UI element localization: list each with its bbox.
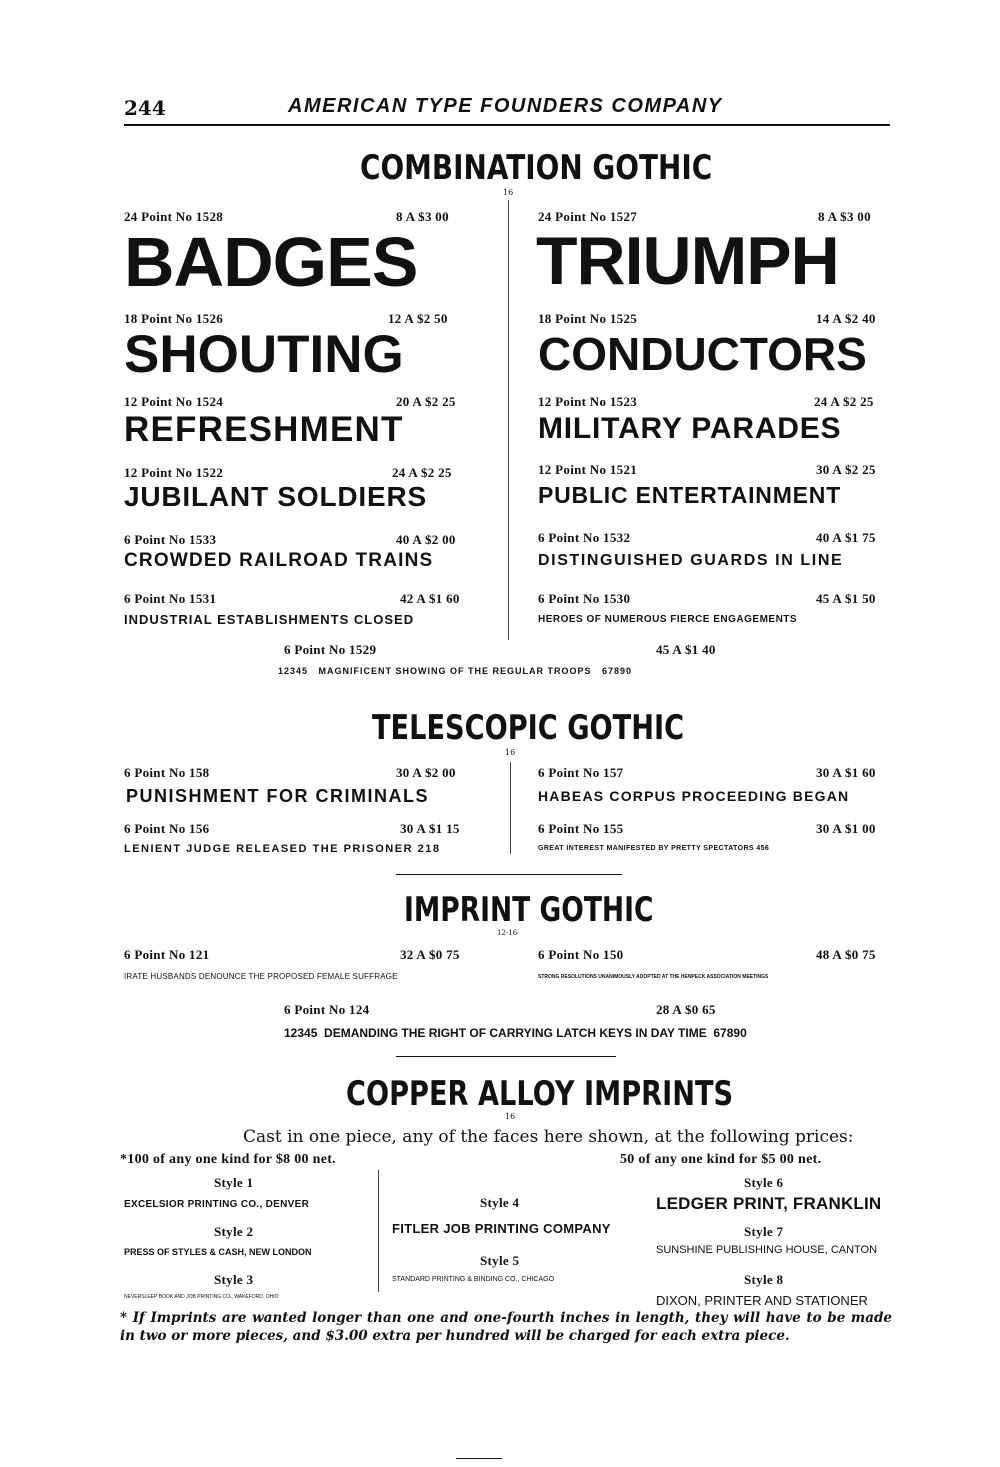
imprint-sample: FITLER JOB PRINTING COMPANY bbox=[392, 1221, 611, 1236]
type-sample: TRIUMPH bbox=[536, 223, 839, 299]
type-sample: INDUSTRIAL ESTABLISHMENTS CLOSED bbox=[124, 612, 415, 627]
pricing-intro: Cast in one piece, any of the faces here shown, at the following prices: bbox=[243, 1127, 854, 1147]
spec-point: 12 Point No 1521 bbox=[538, 462, 638, 477]
column-divider bbox=[378, 1170, 379, 1292]
style-label: Style 8 bbox=[744, 1272, 784, 1287]
type-sample: PUNISHMENT FOR CRIMINALS bbox=[126, 786, 429, 806]
header-rule bbox=[124, 124, 890, 126]
type-sample: 12345 DEMANDING THE RIGHT OF CARRYING LATCH KEYS IN DAY TIME 67890 bbox=[284, 1026, 747, 1040]
imprint-sample: DIXON, PRINTER AND STATIONER bbox=[656, 1293, 868, 1308]
spec-point: 6 Point No 124 bbox=[284, 1002, 370, 1017]
section-title-combination: COMBINATION GOTHIC bbox=[360, 148, 713, 188]
style-label: Style 3 bbox=[214, 1272, 254, 1287]
spec-price: 20 A $2 25 bbox=[396, 394, 456, 409]
type-sample: 12345 MAGNIFICENT SHOWING OF THE REGULAR TROOPS 67890 bbox=[278, 666, 633, 676]
type-sample: DISTINGUISHED GUARDS IN LINE bbox=[538, 552, 844, 569]
spec-point: 6 Point No 1529 bbox=[284, 642, 377, 657]
spec-point: 18 Point No 1526 bbox=[124, 311, 224, 326]
style-label: Style 6 bbox=[744, 1175, 784, 1190]
spec-price: 14 A $2 40 bbox=[816, 311, 876, 326]
spec-point: 6 Point No 156 bbox=[124, 821, 210, 836]
type-sample: IRATE HUSBANDS DENOUNCE THE PROPOSED FEMALE SUFFRAGE bbox=[124, 972, 398, 981]
imprint-sample: SUNSHINE PUBLISHING HOUSE, CANTON bbox=[656, 1244, 878, 1256]
type-sample: MILITARY PARADES bbox=[538, 412, 842, 445]
section-mark: 16 bbox=[505, 1112, 516, 1121]
style-label: Style 4 bbox=[480, 1195, 520, 1210]
price-100: *100 of any one kind for $8 00 net. bbox=[120, 1152, 336, 1167]
footnote: * If Imprints are wanted longer than one and one-fourth inches in length, they will have to be made in two or more pieces, and $3.00 extra per hundred will be charged for each extra piece. bbox=[120, 1310, 892, 1344]
spec-point: 18 Point No 1525 bbox=[538, 311, 638, 326]
spec-point: 6 Point No 1533 bbox=[124, 532, 217, 547]
section-mark: 16 bbox=[503, 188, 514, 197]
spec-point: 12 Point No 1524 bbox=[124, 394, 224, 409]
style-label: Style 5 bbox=[480, 1253, 520, 1268]
imprint-sample: EXCELSIOR PRINTING CO., DENVER bbox=[124, 1199, 310, 1210]
type-sample: JUBILANT SOLDIERS bbox=[124, 481, 427, 512]
type-sample: PUBLIC ENTERTAINMENT bbox=[538, 482, 842, 508]
type-sample: HABEAS CORPUS PROCEEDING BEGAN bbox=[538, 788, 850, 804]
spec-price: 45 A $1 50 bbox=[816, 591, 876, 606]
spec-point: 6 Point No 150 bbox=[538, 947, 624, 962]
imprint-sample: NEVERSLEEP BOOK AND JOB PRINTING CO., WAKEFORD, OHIO bbox=[124, 1294, 279, 1300]
spec-price: 28 A $0 65 bbox=[656, 1002, 716, 1017]
spec-point: 6 Point No 155 bbox=[538, 821, 624, 836]
type-sample: STRONG RESOLUTIONS UNANIMOUSLY ADOPTED AT THE HENPECK ASSOCIATION MEETINGS bbox=[538, 974, 769, 980]
style-label: Style 1 bbox=[214, 1175, 254, 1190]
spec-price: 30 A $1 60 bbox=[816, 765, 876, 780]
spec-price: 8 A $3 00 bbox=[818, 209, 871, 224]
running-title: AMERICAN TYPE FOUNDERS COMPANY bbox=[288, 95, 723, 117]
spec-point: 24 Point No 1528 bbox=[124, 209, 224, 224]
spec-point: 6 Point No 121 bbox=[124, 947, 210, 962]
column-divider bbox=[508, 200, 509, 640]
page-number: 244 bbox=[124, 96, 166, 120]
spec-price: 8 A $3 00 bbox=[396, 209, 449, 224]
spec-price: 30 A $2 25 bbox=[816, 462, 876, 477]
spec-price: 40 A $1 75 bbox=[816, 530, 876, 545]
section-title-telescopic: TELESCOPIC GOTHIC bbox=[372, 708, 685, 748]
section-title-imprint: IMPRINT GOTHIC bbox=[404, 890, 654, 930]
spec-price: 30 A $2 00 bbox=[396, 765, 456, 780]
spec-price: 45 A $1 40 bbox=[656, 642, 716, 657]
spec-price: 30 A $1 15 bbox=[400, 821, 460, 836]
spec-price: 12 A $2 50 bbox=[388, 311, 448, 326]
spec-price: 42 A $1 60 bbox=[400, 591, 460, 606]
spec-point: 6 Point No 1532 bbox=[538, 530, 631, 545]
type-sample: LENIENT JUDGE RELEASED THE PRISONER 218 bbox=[124, 843, 441, 855]
type-sample: REFRESHMENT bbox=[124, 410, 404, 449]
imprint-sample: PRESS OF STYLES & CASH, NEW LONDON bbox=[124, 1247, 312, 1257]
type-sample: SHOUTING bbox=[124, 325, 404, 384]
type-sample: CONDUCTORS bbox=[538, 328, 867, 380]
type-sample: CROWDED RAILROAD TRAINS bbox=[124, 550, 434, 571]
spec-point: 24 Point No 1527 bbox=[538, 209, 638, 224]
spec-point: 12 Point No 1522 bbox=[124, 465, 224, 480]
bottom-ornament bbox=[456, 1458, 502, 1459]
spec-price: 40 A $2 00 bbox=[396, 532, 456, 547]
style-label: Style 7 bbox=[744, 1224, 784, 1239]
imprint-sample: STANDARD PRINTING & BINDING CO., CHICAGO bbox=[392, 1276, 555, 1283]
spec-price: 30 A $1 00 bbox=[816, 821, 876, 836]
spec-price: 24 A $2 25 bbox=[814, 394, 874, 409]
spec-point: 12 Point No 1523 bbox=[538, 394, 638, 409]
type-sample: GREAT INTEREST MANIFESTED BY PRETTY SPECTATORS 456 bbox=[538, 845, 770, 852]
style-label: Style 2 bbox=[214, 1224, 254, 1239]
section-rule bbox=[396, 1056, 616, 1057]
price-50: 50 of any one kind for $5 00 net. bbox=[620, 1152, 822, 1167]
spec-price: 48 A $0 75 bbox=[816, 947, 876, 962]
column-divider bbox=[510, 762, 511, 854]
imprint-sample: LEDGER PRINT, FRANKLIN bbox=[656, 1194, 882, 1213]
section-mark: 12-16 bbox=[497, 929, 518, 937]
spec-point: 6 Point No 1530 bbox=[538, 591, 631, 606]
section-mark: 16 bbox=[505, 748, 516, 757]
spec-point: 6 Point No 157 bbox=[538, 765, 624, 780]
spec-price: 24 A $2 25 bbox=[392, 465, 452, 480]
section-rule bbox=[396, 874, 622, 875]
spec-price: 32 A $0 75 bbox=[400, 947, 460, 962]
type-sample: BADGES bbox=[124, 223, 418, 301]
section-title-copper: COPPER ALLOY IMPRINTS bbox=[346, 1074, 734, 1114]
type-sample: HEROES OF NUMEROUS FIERCE ENGAGEMENTS bbox=[538, 614, 798, 625]
spec-point: 6 Point No 1531 bbox=[124, 591, 217, 606]
spec-point: 6 Point No 158 bbox=[124, 765, 210, 780]
